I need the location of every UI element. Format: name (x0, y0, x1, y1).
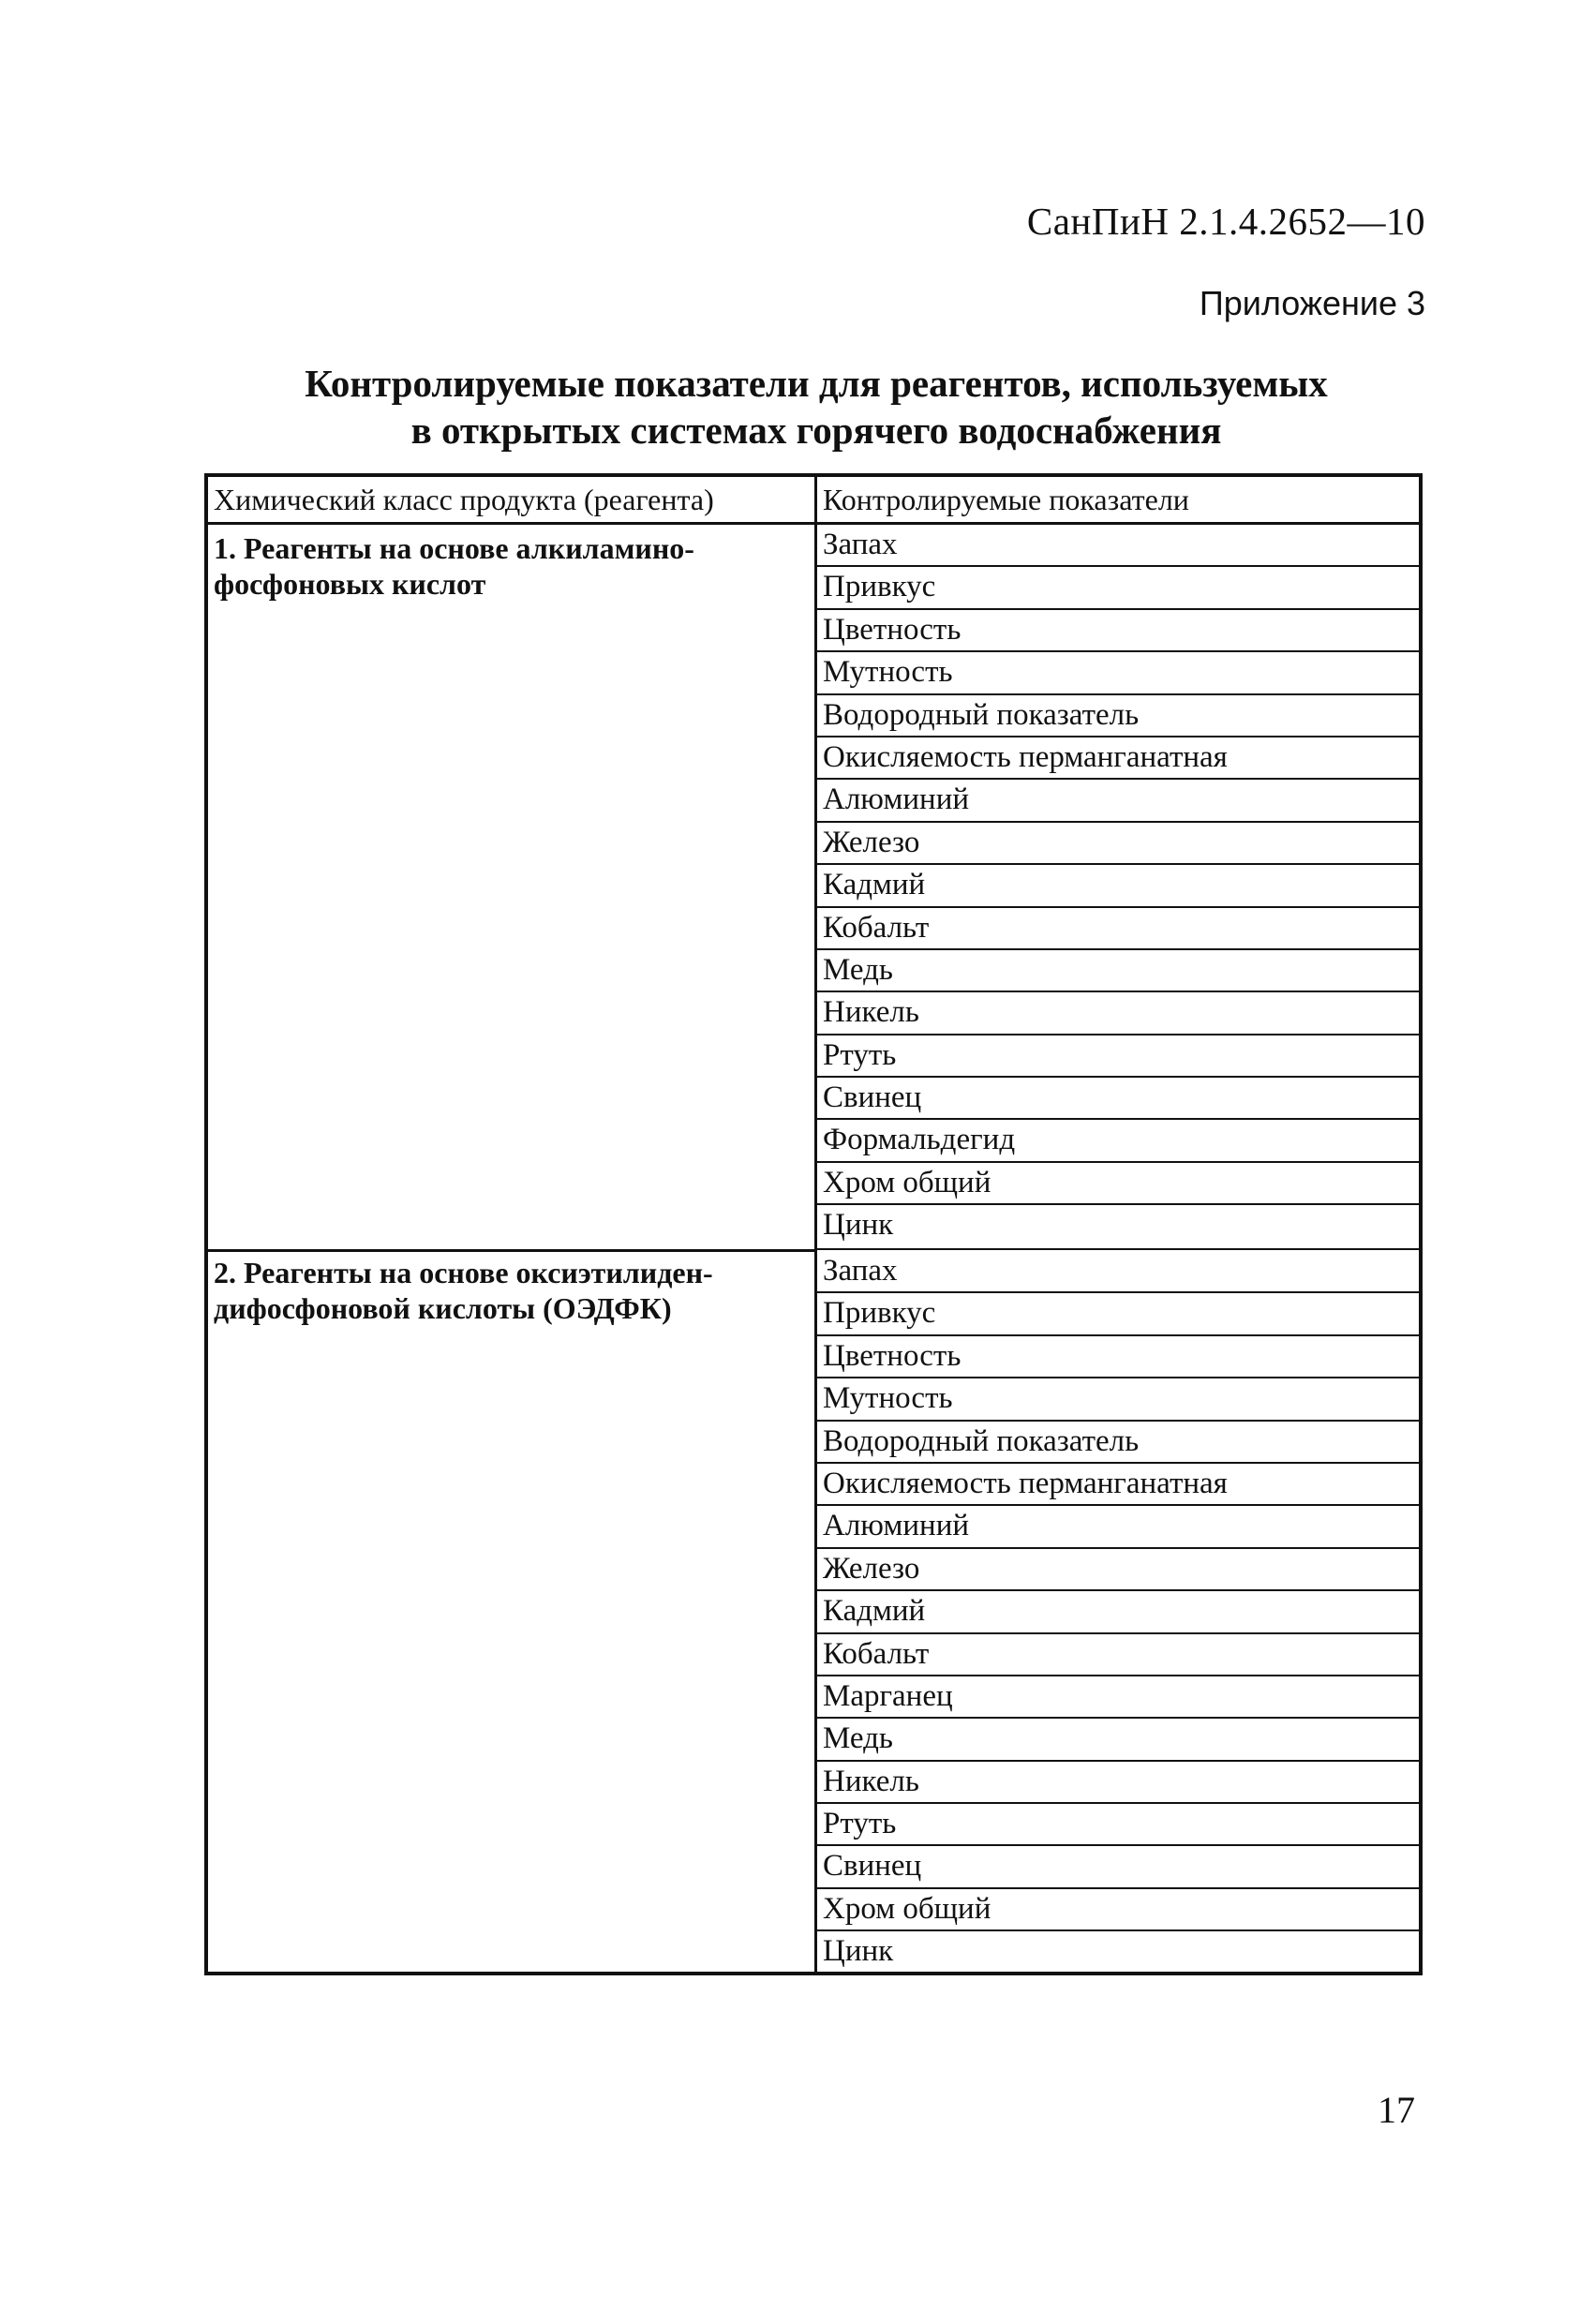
indicator-row: Кадмий (817, 865, 1423, 907)
page-title-line-2: в открытых системах горячего водоснабжения (410, 409, 1222, 452)
group-title-2-line-1: 2. Реагенты на основе оксиэтилиден- (214, 1256, 713, 1289)
indicator-row: Водородный показатель (817, 695, 1423, 737)
indicator-row: Кобальт (817, 908, 1423, 950)
indicator-row: Цветность (817, 1336, 1423, 1378)
group-title-1 (214, 530, 799, 602)
indicator-row: Никель (817, 1762, 1423, 1804)
group-title-2 (214, 1255, 799, 1326)
indicator-row: Медь (817, 1719, 1423, 1761)
page-title (197, 360, 1436, 454)
column-header-chemical-class: Химический класс продукта (реагента) (214, 483, 714, 516)
group-title-1-line-1: 1. Реагенты на основе алкиламино- (214, 531, 694, 565)
indicator-row: Мутность (817, 1378, 1423, 1421)
indicator-row: Водородный показатель (817, 1422, 1423, 1464)
indicator-row: Железо (817, 1549, 1423, 1591)
page-title-line-1: Контролируемые показатели для реагентов, используемых (305, 362, 1328, 405)
appendix-label: Приложение 3 (1199, 284, 1425, 322)
document-code: СанПиН 2.1.4.2652—10 (1026, 200, 1425, 243)
indicator-row: Запах (817, 525, 1423, 567)
indicator-row: Никель (817, 992, 1423, 1035)
indicator-row: Ртуть (817, 1804, 1423, 1846)
group-divider (208, 1249, 817, 1252)
indicator-row: Запах (817, 1251, 1423, 1293)
indicator-row: Привкус (817, 567, 1423, 609)
indicator-row: Привкус (817, 1293, 1423, 1335)
indicator-row: Кадмий (817, 1591, 1423, 1633)
group-title-1-line-2: фосфоновых кислот (214, 567, 486, 601)
table-header-row (208, 477, 1419, 525)
group-1-indicator-list (817, 525, 1423, 1250)
group-2-indicator-list (817, 1251, 1423, 1974)
column-header-indicators: Контролируемые показатели (823, 483, 1189, 516)
indicator-row: Кобальт (817, 1634, 1423, 1676)
indicators-table (204, 473, 1423, 1975)
indicator-row: Алюминий (817, 780, 1423, 822)
indicator-row: Цинк (823, 1934, 894, 1969)
indicator-row: Ртуть (817, 1035, 1423, 1078)
indicator-row: Марганец (817, 1676, 1423, 1719)
indicator-row: Свинец (817, 1078, 1423, 1120)
indicator-row: Мутность (817, 652, 1423, 694)
indicator-row: Медь (817, 950, 1423, 992)
page-number: 17 (1378, 2089, 1415, 2131)
indicator-row: Окисляемость перманганатная (817, 1464, 1423, 1506)
indicator-row: Цветность (817, 610, 1423, 652)
indicator-row: Свинец (817, 1846, 1423, 1888)
indicator-row: Алюминий (817, 1506, 1423, 1548)
indicator-row: Хром общий (817, 1889, 1423, 1931)
indicator-row: Хром общий (817, 1163, 1423, 1205)
indicator-row: Цинк (823, 1208, 894, 1243)
indicator-row: Формальдегид (817, 1120, 1423, 1162)
indicator-row: Железо (817, 823, 1423, 865)
group-title-2-line-2: дифосфоновой кислоты (ОЭДФК) (214, 1291, 672, 1325)
indicator-row: Окисляемость перманганатная (817, 737, 1423, 780)
